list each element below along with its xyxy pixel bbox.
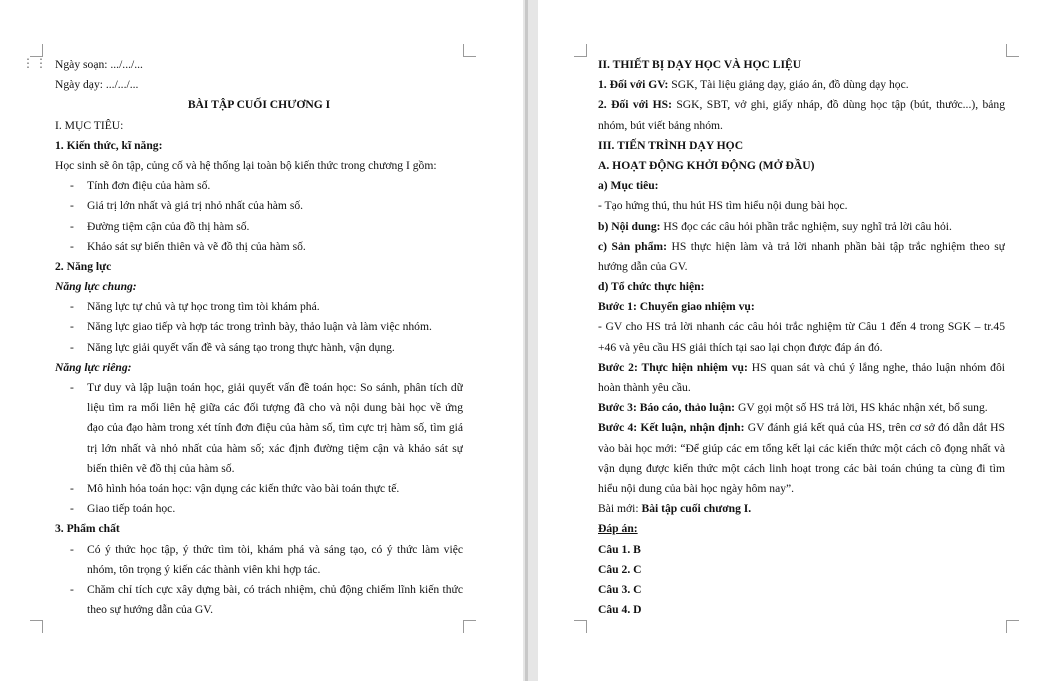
paragraph-continuation: hiểu nội dung của bài học ngày hôm nay”. xyxy=(598,481,795,495)
list-item: - Giá trị lớn nhất và giá trị nhỏ nhất của hàm số. xyxy=(70,199,304,213)
subheading: A. HOẠT ĐỘNG KHỞI ĐỘNG (MỞ ĐẦU) xyxy=(598,158,815,172)
list-item: - Có ý thức học tập, ý thức tìm tòi, khám phá và sáng tạo, có ý thức làm việc xyxy=(70,542,463,556)
subheading: 3. Phẩm chất xyxy=(55,522,120,536)
list-item-continuation: trị lớn nhất và nhỏ nhất của hàm số; xác định đường tiệm cận và khảo sát sự xyxy=(87,441,463,455)
paragraph-continuation: +46 và yêu cầu HS giải thích tại sao lại chọn được đáp án đó. xyxy=(598,340,883,354)
paragraph-continuation: nhóm, bút viết bảng nhóm. xyxy=(598,118,723,132)
corner-mark xyxy=(574,620,587,633)
list-item: - Khảo sát sự biến thiên và vẽ đồ thị của hàm số. xyxy=(70,239,306,253)
paragraph: Bước 4: Kết luận, nhận định: GV đánh giá kết quả của HS, trên cơ sở đó dẫn dắt HS xyxy=(598,421,1005,435)
paragraph: Bước 3: Báo cáo, thảo luận: GV gọi một số HS trả lời, HS khác nhận xét, bổ sung. xyxy=(598,401,988,415)
list-item-continuation: liệu tìm ra mối liên hệ giữa các đối tượng đã cho và nội dung bài học về ứng xyxy=(87,401,463,415)
page-left-text xyxy=(55,55,463,620)
section-heading: I. MỤC TIÊU: xyxy=(55,118,124,132)
paragraph: Bài mới: Bài tập cuối chương I. xyxy=(598,502,752,516)
list-item-continuation: theo sự hướng dẫn của GV. xyxy=(87,603,214,617)
paragraph: 1. Đối với GV: SGK, Tài liệu giảng dạy, giáo án, đồ dùng dạy học. xyxy=(598,78,909,92)
list-item-continuation: đạo của đạo hàm trong xét tính đơn điệu của hàm số, tìm cực trị hàm số, tìm giá xyxy=(87,421,463,435)
answer-heading: Đáp án: xyxy=(598,522,638,536)
step-heading: Bước 1: Chuyển giao nhiệm vụ: xyxy=(598,300,755,314)
list-item: - Năng lực giao tiếp và hợp tác trong trình bày, thảo luận và làm việc nhóm. xyxy=(70,320,432,334)
corner-mark xyxy=(30,620,43,633)
paragraph: Học sinh sẽ ôn tập, củng cố và hệ thống lại toàn bộ kiến thức trong chương I gồm: xyxy=(55,158,437,172)
list-item: - Giao tiếp toán học. xyxy=(70,502,176,516)
corner-mark xyxy=(574,44,587,57)
page-right-text xyxy=(598,55,1005,620)
subheading-italic: Năng lực chung: xyxy=(55,280,137,294)
paragraph: 2. Đối với HS: SGK, SBT, vở ghi, giấy nháp, đồ dùng học tập (bút, thước...), bảng xyxy=(598,98,1005,112)
answer-item: Câu 3. C xyxy=(598,582,642,596)
date-prepared: Ngày soạn: .../.../... xyxy=(55,58,143,71)
page-separator xyxy=(525,0,528,681)
corner-mark xyxy=(463,620,476,633)
corner-mark xyxy=(463,44,476,57)
document-title: BÀI TẬP CUỐI CHƯƠNG I xyxy=(187,98,331,112)
section-heading: II. THIẾT BỊ DẠY HỌC VÀ HỌC LIỆU xyxy=(598,58,802,71)
list-item-continuation: nhóm, tôn trọng ý kiến các thành viên khi hợp tác. xyxy=(87,562,321,576)
list-item: - Năng lực tự chủ và tự học trong tìm tòi khám phá. xyxy=(70,300,320,314)
list-item-continuation: biến thiên vẽ đồ thị của hàm số. xyxy=(87,461,235,475)
list-item: - Tư duy và lập luận toán học, giải quyết vấn đề toán học: So sánh, phân tích dữ xyxy=(70,381,463,394)
subheading-italic: Năng lực riêng: xyxy=(55,360,132,374)
paragraph: - Tạo hứng thú, thu hút HS tìm hiểu nội dung bài học. xyxy=(598,199,848,213)
subheading: 1. Kiến thức, kĩ năng: xyxy=(55,138,163,152)
paragraph: b) Nội dung: HS đọc các câu hỏi phần trắc nghiệm, suy nghĩ trả lời câu hỏi. xyxy=(598,219,952,233)
list-item: - Chăm chỉ tích cực xây dựng bài, có trách nhiệm, chủ động chiếm lĩnh kiến thức xyxy=(70,582,463,596)
list-item: - Tính đơn điệu của hàm số. xyxy=(70,179,211,193)
paragraph-continuation: hướng dẫn của GV. xyxy=(598,259,688,273)
list-item: - Đường tiệm cận của đồ thị hàm số. xyxy=(70,219,250,233)
answer-item: Câu 1. B xyxy=(598,542,641,556)
paragraph: - GV cho HS trả lời nhanh các câu hỏi trắc nghiệm từ Câu 1 đến 4 trong SGK – tr.45 xyxy=(598,320,1005,334)
corner-mark xyxy=(1006,44,1019,57)
paragraph: c) Sản phẩm: HS thực hiện làm và trả lời nhanh phần bài tập trắc nghiệm theo sự xyxy=(598,239,1005,253)
paragraph: Bước 2: Thực hiện nhiệm vụ: HS quan sát và chú ý lắng nghe, thảo luận nhóm đôi xyxy=(598,360,1005,374)
drag-handle-icon[interactable]: ⋮⋮ xyxy=(22,56,48,70)
paragraph-continuation: hoàn thành yêu cầu. xyxy=(598,381,691,394)
answer-item: Câu 4. D xyxy=(598,603,642,617)
subheading: d) Tổ chức thực hiện: xyxy=(598,280,705,294)
section-heading: III. TIẾN TRÌNH DẠY HỌC xyxy=(598,138,744,152)
subheading: 2. Năng lực xyxy=(55,259,112,273)
date-taught: Ngày dạy: .../.../... xyxy=(55,78,139,92)
paragraph-continuation: vào bài học mới: “Để giúp các em tổng kết lại các kiến thức một cách cô đọng nhất và xyxy=(598,441,1005,455)
document-page-left xyxy=(0,0,523,681)
list-item: - Năng lực giải quyết vấn đề và sáng tạo trong thực hành, vận dụng. xyxy=(70,340,395,354)
answer-item: Câu 2. C xyxy=(598,562,642,576)
list-item: - Mô hình hóa toán học: vận dụng các kiến thức vào bài toán thực tế. xyxy=(70,481,400,495)
corner-mark xyxy=(1006,620,1019,633)
subheading: a) Mục tiêu: xyxy=(598,179,659,193)
paragraph-continuation: vận dụng được kiến thức một cách linh hoạt trong các bài toán chúng ta cùng đi tìm xyxy=(598,461,1005,475)
document-page-right xyxy=(538,0,1053,681)
